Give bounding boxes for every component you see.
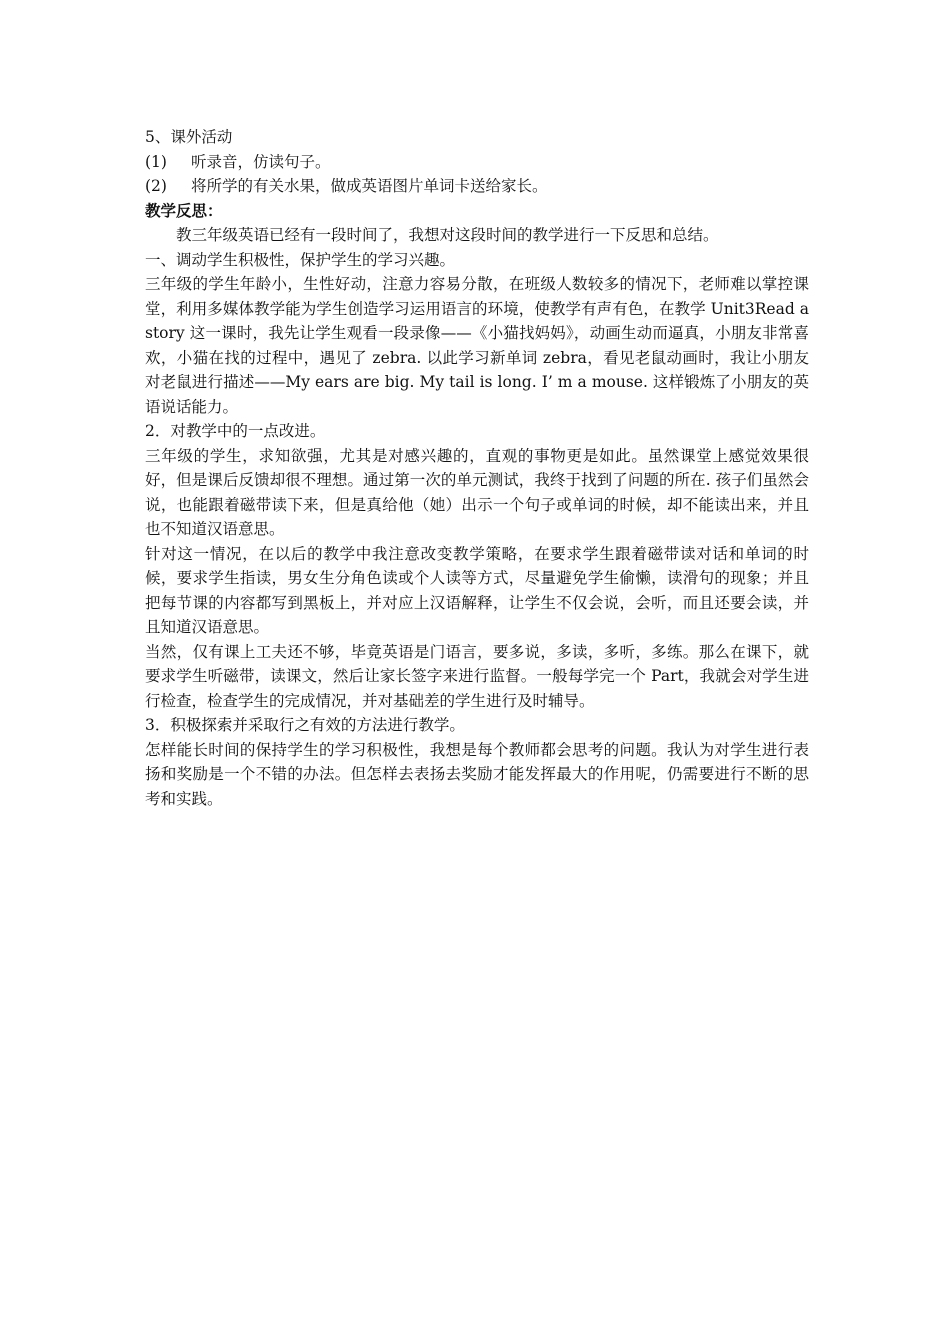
activity-text: 听录音，仿读句子。 — [191, 152, 331, 171]
activity-number: (1) — [145, 152, 167, 171]
point-3-body: 怎样能长时间的保持学生的学习积极性，我想是每个教师都会思考的问题。我认为对学生进行表扬和奖励是一个不错的办法。但怎样去表扬去奖励才能发挥最大的作用呢，仍需要进行不断的思考和实践。 — [145, 740, 809, 808]
reflection-intro: 教三年级英语已经有一段时间了，我想对这段时间的教学进行一下反思和总结。 — [176, 226, 719, 244]
activity-item-2 — [145, 174, 809, 199]
point-2-paragraph-3: 当然，仅有课上工夫还不够，毕竟英语是门语言，要多说，多读，多听，多练。那么在课下，就要求学生听磁带，读课文，然后让家长签字来进行监督。一般每学完一个 Part，我就会对学生进行检查，检查学生的完成情况，并对基础差的学生进行及时辅导。 — [145, 642, 809, 710]
section-5-title: 5、课外活动 — [145, 128, 233, 146]
point-2-paragraph-2: 针对这一情况，在以后的教学中我注意改变教学策略，在要求学生跟着磁带读对话和单词的时候，要求学生指读，男女生分角色读或个人读等方式，尽量避免学生偷懒，读滑句的现象；并且把每节课的内容都写到黑板上，并对应上汉语解释，让学生不仅会说，会听，而且还要会读，并且知道汉语意思。 — [145, 544, 809, 636]
reflection-heading: 教学反思： — [145, 200, 223, 220]
activity-number: (2) — [145, 177, 167, 195]
point-3-title: 3．积极探索并采取行之有效的方法进行教学。 — [145, 716, 465, 734]
activity-item-1 — [145, 150, 809, 175]
point-2-title: 2．对教学中的一点改进。 — [145, 422, 326, 440]
document-body — [145, 125, 809, 811]
point-1-title: 一、调动学生积极性，保护学生的学习兴趣。 — [145, 250, 456, 269]
activity-text: 将所学的有关水果，做成英语图片单词卡送给家长。 — [191, 177, 548, 195]
point-2-paragraph-1: 三年级的学生，求知欲强，尤其是对感兴趣的，直观的事物更是如此。虽然课堂上感觉效果很好，但是课后反馈却很不理想。通过第一次的单元测试，我终于找到了问题的所在. 孩子们虽然会说，也能跟着磁带读下来，但是真给他（她）出示一个句子或单词的时候，却不能读出来，并且也不知道汉语意思。 — [145, 446, 809, 538]
point-1-body: 三年级的学生年龄小，生性好动，注意力容易分散，在班级人数较多的情况下，老师难以掌控课堂，利用多媒体教学能为学生创造学习运用语言的环境，使教学有声有色，在教学 Unit3Read a story 这一课时，我先让学生观看一段录像——《小猫找妈妈》，动画生动而逼真，小朋友非常喜欢，小猫在找的过程中，遇见了 zebra. 以此学习新单词 zebra，看见老鼠动画时，我让小朋友对老鼠进行描述——My ears are big. My tail is long. I’ m a mouse. 这样锻炼了小朋友的英语说话能力。 — [145, 275, 809, 416]
